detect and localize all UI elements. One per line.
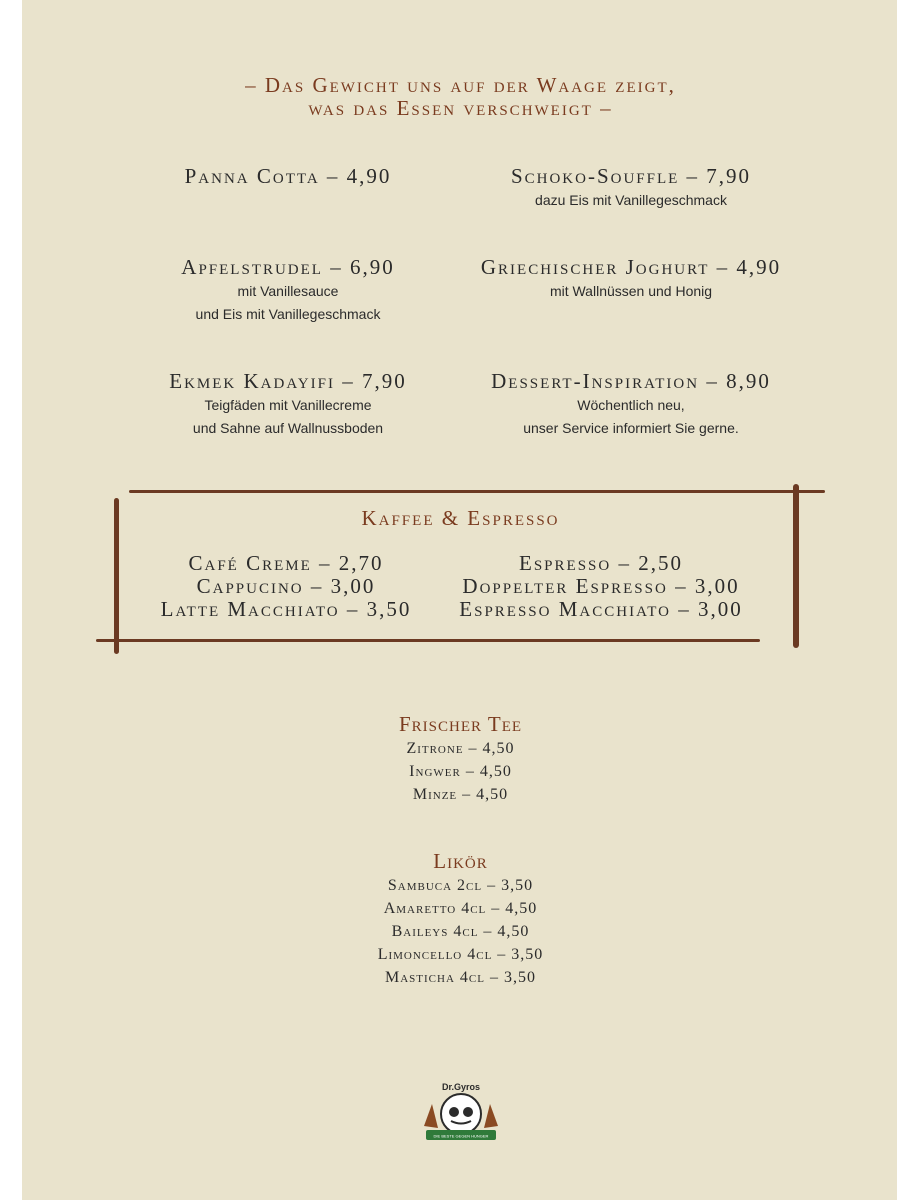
- tea-item: Minze – 4,50: [412, 786, 509, 803]
- liqueur-item: Amaretto 4cl – 4,50: [383, 900, 538, 917]
- dessert-desc-line: und Sahne auf Wallnussboden: [192, 420, 384, 436]
- dessert-desc-line: unser Service informiert Sie gerne.: [523, 420, 739, 436]
- coffee-right-column: [436, 552, 766, 621]
- dessert-desc-line: und Eis mit Vanillegeschmack: [195, 306, 381, 322]
- tea-item: Zitrone – 4,50: [406, 740, 515, 757]
- dessert-desc-line: Teigfäden mit Vanillecreme: [204, 397, 372, 413]
- coffee-item: Doppelter Espresso – 3,00: [462, 574, 740, 598]
- dessert-item: [128, 369, 448, 440]
- frame-top-bar: [129, 490, 825, 493]
- dessert-desc: [138, 280, 438, 326]
- dessert-name: Ekmek Kadayifi – 7,90: [169, 369, 407, 393]
- dessert-item: [461, 369, 801, 440]
- dessert-name: Schoko-Souffle – 7,90: [510, 164, 752, 188]
- liqueur-item: Sambuca 2cl – 3,50: [387, 877, 534, 894]
- frame-bottom-bar: [96, 639, 760, 642]
- motto-line-2: was das Essen verschweigt –: [308, 96, 613, 120]
- dessert-desc: mit Wallnüssen und Honig: [549, 283, 713, 299]
- dessert-name: Dessert-Inspiration – 8,90: [491, 369, 771, 393]
- liqueur-list: [0, 874, 921, 989]
- coffee-item: Latte Macchiato – 3,50: [160, 597, 412, 621]
- dessert-desc: dazu Eis mit Vanillegeschmack: [535, 192, 727, 208]
- logo-tagline: DIE BESTE GEGEN HUNGER: [433, 1133, 489, 1139]
- dessert-item: [138, 255, 438, 326]
- coffee-item: Espresso – 2,50: [519, 551, 683, 575]
- liqueur-item: Baileys 4cl – 4,50: [391, 923, 530, 940]
- coffee-item: Espresso Macchiato – 3,00: [459, 597, 743, 621]
- dessert-item: [451, 255, 811, 303]
- logo-name: Dr.Gyros: [441, 1082, 481, 1092]
- dessert-item: [138, 164, 438, 188]
- dessert-name: Griechischer Joghurt – 4,90: [480, 255, 782, 279]
- dr-gyros-logo: [418, 1080, 504, 1146]
- coffee-item: Cappucino – 3,00: [196, 574, 376, 598]
- liqueur-title: Likör: [433, 849, 488, 873]
- dessert-desc: [128, 394, 448, 440]
- liqueur-item: Masticha 4cl – 3,50: [385, 969, 536, 986]
- tea-list: [0, 737, 921, 806]
- coffee-item: Café Creme – 2,70: [188, 551, 384, 575]
- tea-title: Frischer Tee: [398, 712, 523, 736]
- dessert-desc-line: mit Vanillesauce: [237, 283, 339, 299]
- motto-line-1: – Das Gewicht uns auf der Waage zeigt,: [245, 73, 676, 97]
- dessert-desc: [461, 394, 801, 440]
- tea-item: Ingwer – 4,50: [409, 763, 512, 780]
- dessert-name: Panna Cotta – 4,90: [184, 164, 392, 188]
- coffee-left-column: [136, 552, 436, 621]
- dessert-item: [461, 164, 801, 212]
- dessert-name: Apfelstrudel – 6,90: [181, 255, 395, 279]
- coffee-title: Kaffee & Espresso: [361, 506, 560, 530]
- liqueur-item: Limoncello 4cl – 3,50: [377, 946, 544, 963]
- dessert-desc-line: Wöchentlich neu,: [577, 397, 685, 413]
